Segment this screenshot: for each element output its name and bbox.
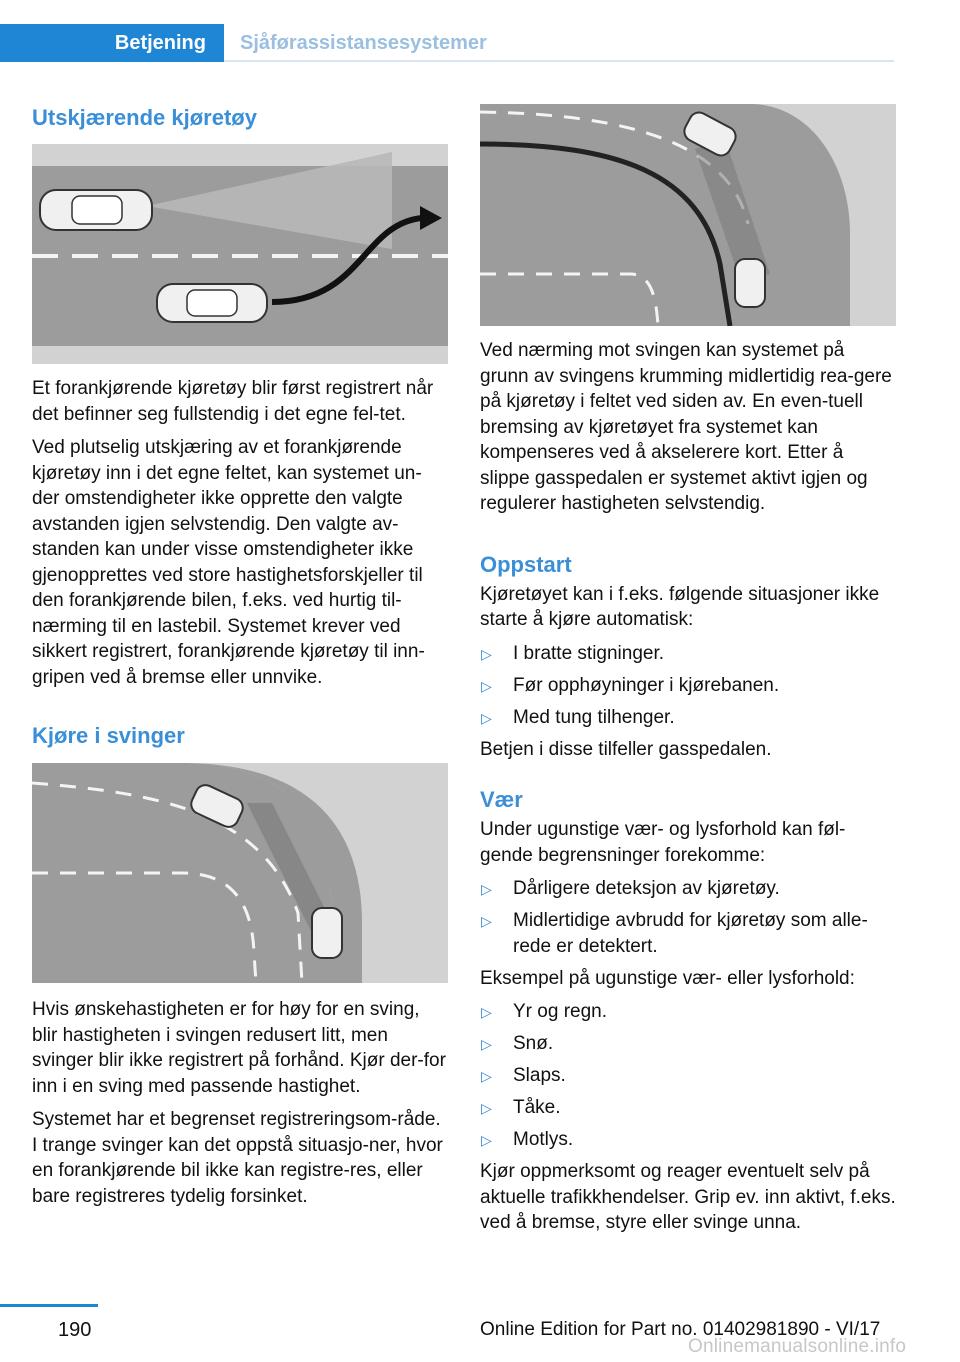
triangle-bullet-icon: ▷ — [481, 881, 492, 897]
paragraph: Under ugunstige vær- og lysforhold kan føl-gende begrensninger forekomme: — [480, 819, 846, 866]
triangle-bullet-icon: ▷ — [481, 913, 492, 929]
list-item: ▷ Yr og regn. — [480, 999, 896, 1025]
page-header — [0, 24, 960, 62]
figure-curve — [32, 763, 448, 983]
car-cutting-in-icon — [157, 284, 267, 322]
paragraph: Hvis ønskehastigheten er for høy for en sving, blir hastigheten i svingen redusert litt, men svinger blir ikke registrert på forhånd. Kjør der-for inn i en sving med passende hastighet. — [32, 999, 446, 1097]
heading-weather: Vær — [480, 787, 523, 812]
list-item: ▷ Slaps. — [480, 1063, 896, 1089]
paragraph: Kjøretøyet kan i f.eks. følgende situasjoner ikke starte å kjøre automatisk: — [480, 583, 880, 630]
triangle-bullet-icon: ▷ — [481, 709, 492, 726]
watermark: Onlinemanualsonline.info — [688, 1336, 907, 1357]
edition-text: Online Edition for Part no. 01402981890 - VI/17 — [480, 1319, 881, 1340]
list-item: ▷ Før opphøyninger i kjørebanen. — [480, 673, 896, 699]
heading-cut-in: Utskjærende kjøretøy — [32, 105, 257, 130]
list-item: ▷ Med tung tilhenger. — [480, 705, 896, 731]
right-column — [480, 104, 896, 1236]
footer-rule — [0, 1304, 98, 1307]
triangle-bullet-icon: ▷ — [481, 1068, 492, 1084]
paragraph: Kjør oppmerksomt og reager eventuelt selv på aktuelle trafikkhendelser. Grip ev. inn aktivt, f.eks. ved å bremse, styre eller svinge unna. — [480, 1161, 896, 1233]
list-weather-limits — [480, 876, 896, 959]
list-item: ▷ Dårligere deteksjon av kjøretøy. — [480, 876, 896, 902]
paragraph: Ved plutselig utskjæring av et forankjørende kjøretøy inn i det egne feltet, kan systemet un-der omstendigheter ikke opprette den valgte avstanden igjen selvstendig. Den valgte av-standen kan under visse omstendigheter ikke gjenopprettes ved store hastighetsforskjeller til den forankjørende bilen, f.eks. ved hurtig til-nærming til en lastebil. Systemet krever ved sikkert registrert, forankjørende kjøretøy til inn-gripen ved å bremse eller unnvike. — [32, 437, 425, 688]
triangle-bullet-icon: ▷ — [481, 1036, 492, 1052]
triangle-bullet-icon: ▷ — [481, 1132, 492, 1148]
list-item: ▷ I bratte stigninger. — [480, 641, 896, 667]
car-icon — [312, 908, 342, 958]
section-tab[interactable]: Betjening — [0, 24, 224, 62]
list-item: ▷ Motlys. — [480, 1127, 896, 1153]
list-weather-examples — [480, 999, 896, 1153]
paragraph: Betjen i disse tilfeller gasspedalen. — [480, 738, 772, 760]
triangle-bullet-icon: ▷ — [481, 1100, 492, 1116]
car-icon — [735, 259, 765, 307]
heading-startup: Oppstart — [480, 551, 572, 577]
triangle-bullet-icon: ▷ — [481, 645, 492, 662]
chapter-tab[interactable]: Sjåførassistansesystemer — [240, 31, 487, 54]
triangle-bullet-icon: ▷ — [481, 677, 492, 694]
header-rule — [224, 60, 894, 62]
left-column — [32, 104, 448, 1209]
paragraph: Systemet har et begrenset registreringsom-råde. I trange svinger kan det oppstå situasjo-ner, hvor en forankjørende bil ikke kan registre-res, eller bare registreres tydelig forsinket. — [32, 1109, 443, 1207]
car-front-icon — [40, 190, 152, 230]
list-item: ▷ Snø. — [480, 1031, 896, 1057]
figure-cut-in — [32, 144, 448, 364]
paragraph: Eksempel på ugunstige vær- eller lysforhold: — [480, 967, 855, 989]
figure-adjacent-lane — [480, 104, 896, 326]
heading-curves: Kjøre i svinger — [32, 723, 185, 748]
paragraph: Ved nærming mot svingen kan systemet på grunn av svingens krumming midlertidig rea-gere på kjøretøy i feltet ved siden av. En even-tuell bremsing av kjøretøyet fra systemet kan kompenseres ved å akselerere kort. Etter å slippe gasspedalen er systemet aktivt igjen og regulerer hastigheten selvstendig. — [480, 340, 892, 514]
list-item: ▷ Tåke. — [480, 1095, 896, 1121]
page-number: 190 — [58, 1319, 92, 1341]
paragraph: Et forankjørende kjøretøy blir først registrert når det befinner seg fullstendig i det egne fel-tet. — [32, 378, 434, 425]
list-startup — [480, 641, 896, 731]
list-item: ▷ Midlertidige avbrudd for kjøretøy som alle-rede er detektert. — [481, 910, 868, 957]
triangle-bullet-icon: ▷ — [481, 1004, 492, 1020]
